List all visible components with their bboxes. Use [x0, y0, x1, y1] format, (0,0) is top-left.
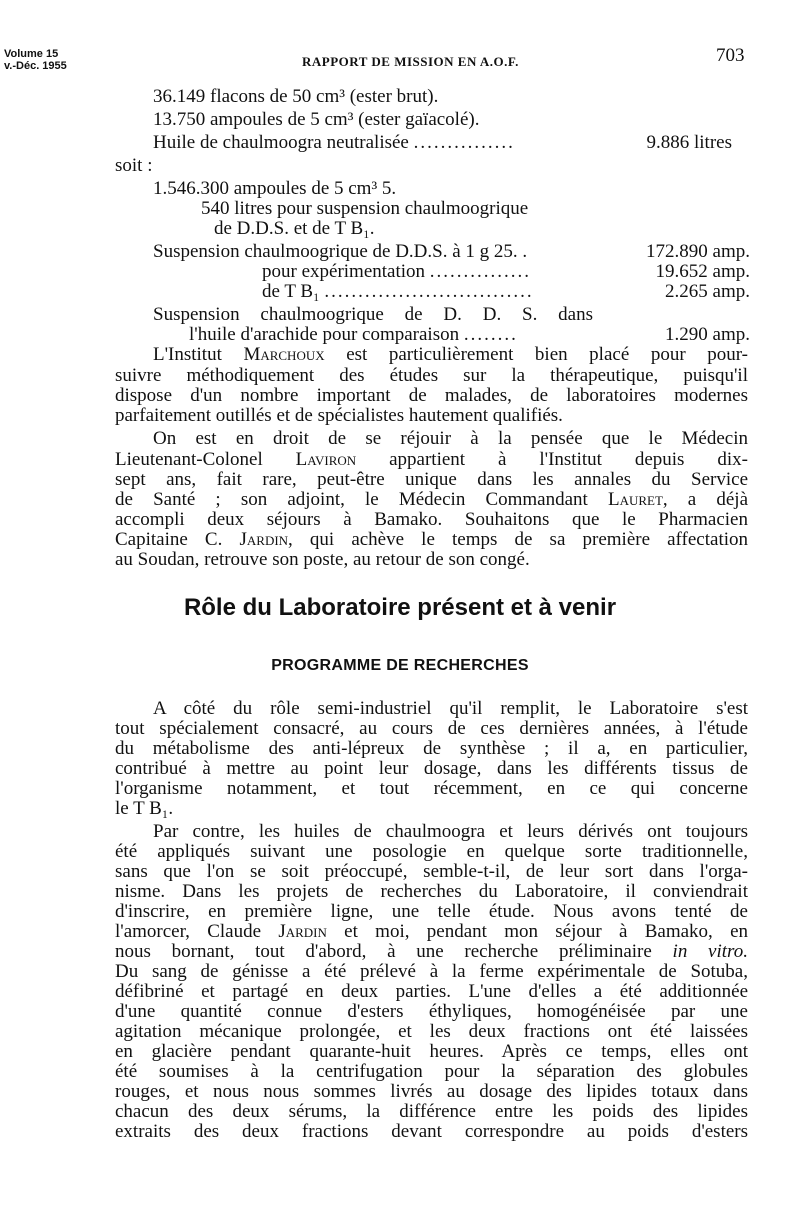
- list-item: [262, 282, 586, 303]
- paragraph-line: parfaitement outillés et de spécialistes hautement qualifiés.: [115, 405, 563, 426]
- paragraph-line: dispose d'un nombre important de malades, de laboratoires modernes: [115, 385, 748, 406]
- list-item: 540 litres pour suspension chaulmoogrique: [201, 198, 529, 219]
- list-item: [262, 262, 556, 283]
- paragraph-line: l'amorcer, Claude Jardin et moi, pendant mon séjour à Bamako, en: [115, 921, 749, 942]
- paragraph-line: L'Institut Marchoux est particulièrement bien placé pour pour-: [153, 344, 748, 365]
- person-name: Jardin: [239, 529, 289, 550]
- list-item-value: 1.290 amp.: [665, 324, 750, 345]
- paragraph-line: suivre méthodiquement des études sur la thérapeutique, puisqu'il: [115, 365, 748, 386]
- dot-leader: ...............: [429, 262, 532, 282]
- paragraph-line: du métabolisme des anti-lépreux de synthèse ; il a, en particulier,: [115, 738, 748, 759]
- subsection-title: PROGRAMME DE RECHERCHES: [271, 657, 529, 674]
- paragraph-line: agitation mécanique prolongée, et les deux fractions ont été laissées: [115, 1021, 748, 1042]
- paragraph-line: d'inscrire, en première ligne, une telle étude. Nous avons tenté de: [115, 901, 748, 922]
- paragraph-line: extraits des deux fractions devant correspondre au poids d'esters: [115, 1121, 748, 1142]
- list-item: Suspension chaulmoogrique de D.D.S. à 1 g 25. .: [153, 241, 528, 262]
- paragraph-line: tout spécialement consacré, au cours de ces dernières années, à l'étude: [115, 718, 748, 739]
- list-item: [153, 133, 540, 154]
- list-item: [189, 325, 532, 346]
- paragraph-line: contribué à mettre au point leur dosage, dans les différents tissus de: [115, 758, 748, 779]
- paragraph-line: défibriné et partagé en deux parties. L'une d'elles a été additionnée: [115, 981, 748, 1002]
- person-name: Marchoux: [243, 344, 325, 365]
- italic-term: in vitro.: [672, 941, 748, 962]
- paragraph-line: A côté du rôle semi-industriel qu'il remplit, le Laboratoire s'est: [153, 698, 748, 719]
- paragraph-line: le T B₁.: [115, 798, 174, 819]
- paragraph-line: en glacière pendant quarante-huit heures. Après ce temps, elles ont: [115, 1041, 748, 1062]
- paragraph-line: l'organisme notamment, et tout récemment, en ce qui concerne: [115, 778, 748, 799]
- paragraph-line: rouges, et nous nous sommes livrés au dosage des lipides totaux dans: [115, 1081, 748, 1102]
- paragraph-line: Par contre, les huiles de chaulmoogra et leurs dérivés ont toujours: [153, 821, 748, 842]
- paragraph-line: On est en droit de se réjouir à la pensée que le Médecin: [153, 428, 748, 449]
- paragraph-line: Lieutenant-Colonel Laviron appartient à l'Institut depuis dix-: [115, 449, 748, 470]
- person-name: Laviron: [295, 449, 357, 470]
- list-item-value: 19.652 amp.: [655, 261, 750, 282]
- list-item-value: 172.890 amp.: [646, 241, 750, 262]
- list-item-label: de T B₁: [262, 281, 320, 302]
- person-name: Jardin: [278, 921, 327, 942]
- dot-leader: ...............: [413, 133, 515, 153]
- paragraph-line: nisme. Dans les projets de recherches du Laboratoire, il conviendrait: [115, 881, 748, 902]
- paragraph-line: sans que l'on se soit préoccupé, semble-t-il, de leur sort dans l'orga-: [115, 861, 748, 882]
- paragraph-line: de Santé ; son adjoint, le Médecin Commandant Lauret, a déjà: [115, 489, 748, 510]
- paragraph-line: Du sang de génisse a été prélevé à la ferme expérimentale de Sotuba,: [115, 961, 748, 982]
- dot-leader: ...............................: [324, 282, 534, 302]
- header-volume-line1: Volume 15: [4, 48, 59, 60]
- list-item-value: 2.265 amp.: [665, 281, 750, 302]
- person-name: Lauret: [607, 489, 663, 510]
- paragraph-line: sept ans, fait rare, peut-être unique dans les annales du Service: [115, 469, 748, 490]
- list-item: 1.546.300 ampoules de 5 cm³ 5.: [153, 178, 397, 199]
- paragraph-line: chacun des deux sérums, la différence entre les poids des lipides: [115, 1101, 748, 1122]
- running-title: RAPPORT DE MISSION EN A.O.F.: [302, 54, 519, 69]
- dot-leader: ........: [463, 325, 518, 345]
- header-volume: [4, 48, 67, 72]
- list-item-value: 9.886 litres: [646, 132, 732, 153]
- header-volume-line2: v.-Déc. 1955: [4, 60, 67, 72]
- paragraph-line: au Soudan, retrouve son poste, au retour de son congé.: [115, 549, 530, 570]
- paragraph-line: été appliqués suivant une posologie en quelque sorte traditionnelle,: [115, 841, 748, 862]
- list-item: Suspension chaulmoogrique de D. D. S. dans: [153, 304, 593, 325]
- paragraph-line: d'une quantité connue d'esters éthyliques, homogénéisée par une: [115, 1001, 748, 1022]
- paragraph-line: été soumises à la centrifugation pour la séparation des globules: [115, 1061, 748, 1082]
- list-item: de D.D.S. et de T B₁.: [214, 218, 375, 239]
- list-item-label: Huile de chaulmoogra neutralisée: [153, 132, 409, 153]
- soit-label: soit :: [115, 155, 153, 176]
- section-title: Rôle du Laboratoire présent et à venir: [183, 594, 617, 621]
- list-item: 13.750 ampoules de 5 cm³ (ester gaïacolé).: [153, 109, 480, 130]
- list-item-label: pour expérimentation: [262, 261, 426, 282]
- list-item: 36.149 flacons de 50 cm³ (ester brut).: [153, 86, 439, 107]
- page-number: 703: [716, 45, 745, 66]
- paragraph-line: nous bornant, tout d'abord, à une recherche préliminaire in vitro.: [115, 941, 748, 962]
- list-item-label: l'huile d'arachide pour comparaison: [189, 324, 460, 345]
- paragraph-line: accompli deux séjours à Bamako. Souhaitons que le Pharmacien: [115, 509, 748, 530]
- paragraph-line: Capitaine C. Jardin, qui achève le temps de sa première affectation: [115, 529, 749, 550]
